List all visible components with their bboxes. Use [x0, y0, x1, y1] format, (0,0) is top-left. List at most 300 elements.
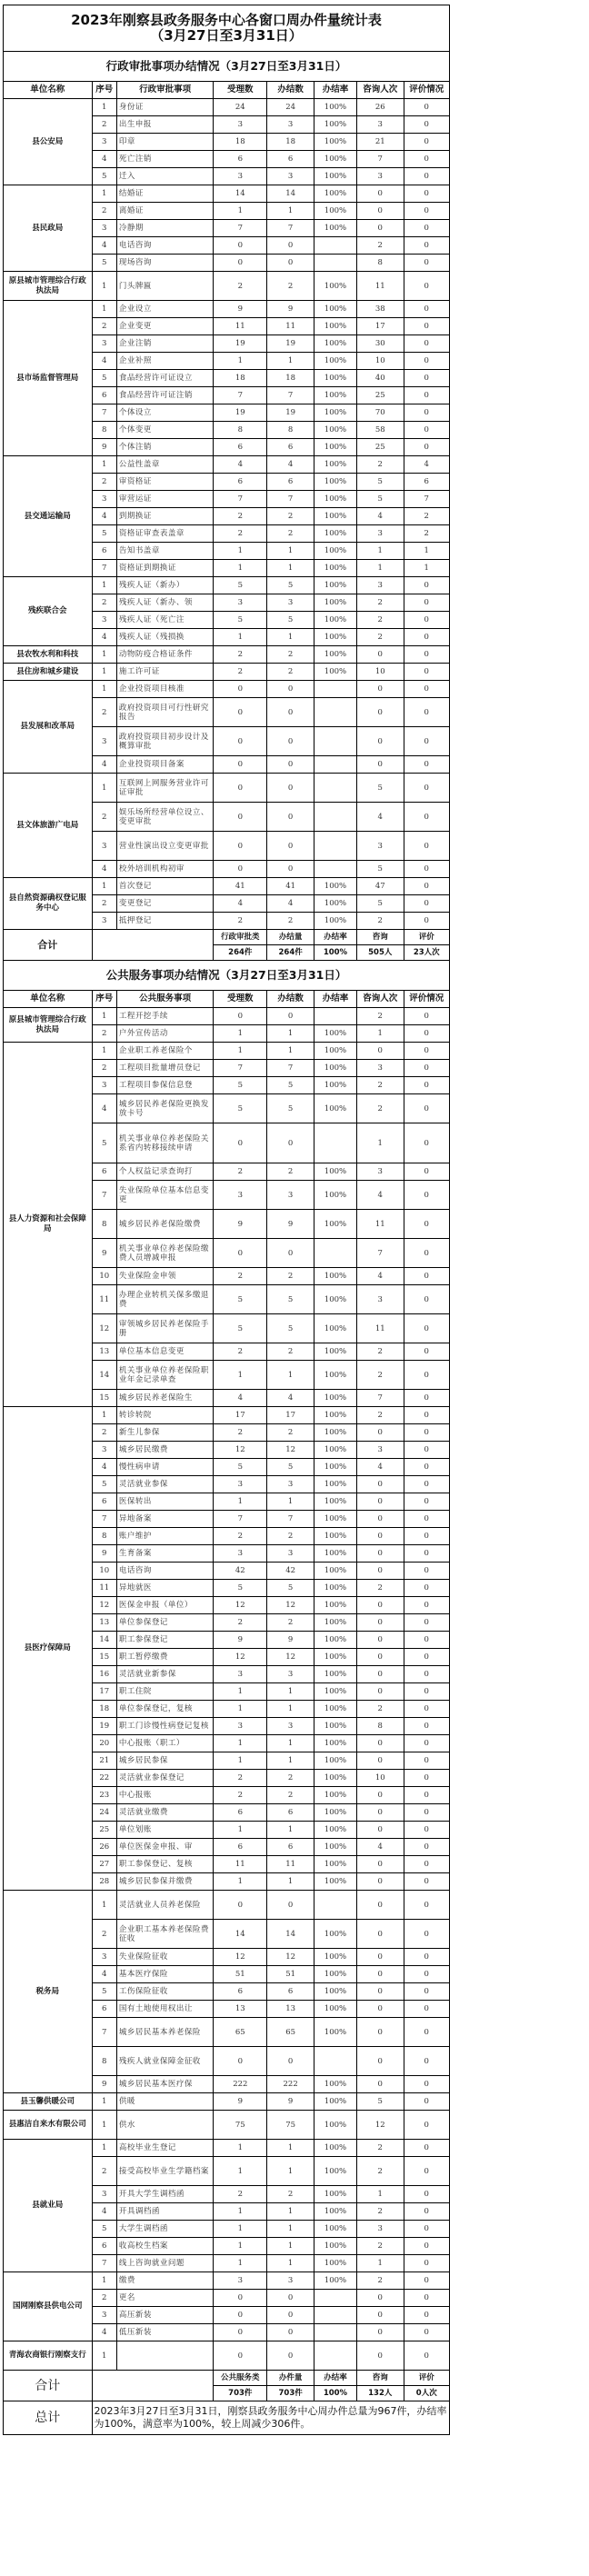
row-number: 1 — [92, 1043, 116, 1060]
accepted-count: 1 — [214, 1043, 267, 1060]
accepted-count: 1 — [214, 203, 267, 220]
row-number: 7 — [92, 560, 116, 577]
consultation-count: 4 — [357, 803, 404, 832]
completion-rate: 100% — [314, 2221, 356, 2238]
completed-count: 1 — [267, 629, 314, 646]
row-number: 8 — [92, 1210, 116, 1239]
consultation-count: 5 — [357, 491, 404, 508]
item-name: 印章 — [116, 134, 213, 151]
row-number: 11 — [92, 1285, 116, 1314]
consultation-count: 11 — [357, 1314, 404, 1343]
completed-count: 6 — [267, 439, 314, 456]
consultation-count: 2 — [357, 594, 404, 612]
completed-count: 3 — [267, 1666, 314, 1683]
evaluation-count: 0 — [404, 1210, 449, 1239]
item-name: 抵押登记 — [116, 913, 213, 930]
completed-count: 0 — [267, 727, 314, 756]
accepted-count: 2 — [214, 1614, 267, 1632]
item-name: 残疾人证（新办） — [116, 577, 213, 594]
row-number: 1 — [92, 1891, 116, 1920]
row-number: 4 — [92, 629, 116, 646]
summary-value: 0人次 — [404, 2386, 449, 2401]
unit-name: 原县城市管理综合行政执法局 — [4, 272, 93, 301]
completed-count: 19 — [267, 404, 314, 422]
row-number: 4 — [92, 1459, 116, 1476]
completion-rate: 100% — [314, 1511, 356, 1528]
accepted-count: 0 — [214, 774, 267, 803]
accepted-count: 1 — [214, 1683, 267, 1701]
public-section-title: 公共服务事项办结情况（3月27日至3月31日） — [4, 961, 450, 991]
evaluation-count: 0 — [404, 1683, 449, 1701]
consultation-count: 5 — [357, 861, 404, 878]
completed-count: 5 — [267, 577, 314, 594]
summary-value: 703件 — [267, 2386, 314, 2401]
consultation-count: 0 — [357, 2076, 404, 2093]
completed-count: 0 — [267, 1123, 314, 1163]
summary-value: 132人 — [357, 2386, 404, 2401]
completed-count: 2 — [267, 525, 314, 543]
summary-label: 合计 — [4, 2371, 93, 2401]
completion-rate: 100% — [314, 168, 356, 185]
completed-count: 12 — [267, 1649, 314, 1666]
consultation-count: 25 — [357, 387, 404, 404]
item-name: 个体设立 — [116, 404, 213, 422]
item-name: 首次登记 — [116, 878, 213, 895]
evaluation-count: 0 — [404, 1528, 449, 1545]
evaluation-count: 0 — [404, 1580, 449, 1597]
completion-rate — [314, 2047, 356, 2076]
completion-rate: 100% — [314, 1528, 356, 1545]
completed-count: 3 — [267, 1545, 314, 1563]
accepted-count: 11 — [214, 318, 267, 335]
accepted-count: 12 — [214, 1649, 267, 1666]
completed-count: 0 — [267, 861, 314, 878]
accepted-count: 5 — [214, 1314, 267, 1343]
accepted-count: 51 — [214, 1966, 267, 1983]
completed-count: 5 — [267, 1077, 314, 1094]
item-name: 告知书盖章 — [116, 543, 213, 560]
table-row — [4, 272, 450, 301]
evaluation-count: 0 — [404, 1407, 449, 1424]
table-row — [4, 1008, 450, 1025]
evaluation-count: 0 — [404, 1891, 449, 1920]
accepted-count: 19 — [214, 404, 267, 422]
item-name — [116, 2341, 213, 2371]
accepted-count: 14 — [214, 185, 267, 203]
item-name: 电话咨询 — [116, 1563, 213, 1580]
accepted-count: 1 — [214, 1873, 267, 1891]
accepted-count: 5 — [214, 1285, 267, 1314]
evaluation-count: 0 — [404, 1268, 449, 1285]
completed-count: 1 — [267, 543, 314, 560]
consultation-count: 2 — [357, 2203, 404, 2221]
column-header: 行政审批事项 — [116, 82, 213, 99]
unit-name: 税务局 — [4, 1891, 93, 2093]
item-name: 职工门诊慢性病登记复核 — [116, 1718, 213, 1735]
item-name: 低压新装 — [116, 2324, 213, 2341]
item-name: 灵活就业人员养老保险 — [116, 1891, 213, 1920]
evaluation-count: 0 — [404, 1666, 449, 1683]
row-number: 1 — [92, 99, 116, 116]
accepted-count: 1 — [214, 2157, 267, 2186]
completion-rate: 100% — [314, 220, 356, 237]
completed-count: 2 — [267, 646, 314, 664]
completed-count: 2 — [267, 1770, 314, 1787]
consultation-count: 0 — [357, 2324, 404, 2341]
completion-rate: 100% — [314, 422, 356, 439]
consultation-count: 1 — [357, 543, 404, 560]
item-name: 娱乐场所经营单位设立、变更审批 — [116, 803, 213, 832]
row-number: 3 — [92, 2307, 116, 2324]
item-name: 城乡居民基本医疗保 — [116, 2076, 213, 2093]
completion-rate: 100% — [314, 2111, 356, 2140]
consultation-count: 5 — [357, 474, 404, 491]
completion-rate: 100% — [314, 878, 356, 895]
accepted-count: 1 — [214, 2238, 267, 2255]
evaluation-count: 0 — [404, 1649, 449, 1666]
completion-rate: 100% — [314, 335, 356, 353]
item-name: 单位基本信息变更 — [116, 1343, 213, 1361]
report-title-line1: 2023年刚察县政务服务中心各窗口周办件量统计表 — [71, 12, 382, 28]
completed-count: 51 — [267, 1966, 314, 1983]
column-header: 序号 — [92, 991, 116, 1008]
row-number: 8 — [92, 422, 116, 439]
completed-count: 0 — [267, 1891, 314, 1920]
completion-rate: 100% — [314, 525, 356, 543]
evaluation-count: 0 — [404, 2272, 449, 2290]
consultation-count: 10 — [357, 1770, 404, 1787]
item-name: 异地就医 — [116, 1580, 213, 1597]
evaluation-count: 0 — [404, 335, 449, 353]
summary-header: 办件量 — [267, 2371, 314, 2386]
accepted-count: 2 — [214, 1163, 267, 1181]
accepted-count: 2 — [214, 1343, 267, 1361]
column-header: 受理数 — [214, 82, 267, 99]
completion-rate: 100% — [314, 1966, 356, 1983]
row-number: 1 — [92, 2272, 116, 2290]
accepted-count: 0 — [214, 1123, 267, 1163]
consultation-count: 0 — [357, 1735, 404, 1752]
completed-count: 8 — [267, 422, 314, 439]
consultation-count: 0 — [357, 698, 404, 727]
item-name: 校外培训机构初审 — [116, 861, 213, 878]
completed-count: 1 — [267, 1735, 314, 1752]
completion-rate: 100% — [314, 1476, 356, 1493]
completed-count: 222 — [267, 2076, 314, 2093]
consultation-count: 11 — [357, 1210, 404, 1239]
item-name: 审资格证 — [116, 474, 213, 491]
completion-rate — [314, 803, 356, 832]
table-row — [4, 664, 450, 681]
completion-rate: 100% — [314, 1268, 356, 1285]
evaluation-count: 0 — [404, 404, 449, 422]
accepted-count: 41 — [214, 878, 267, 895]
consultation-count: 0 — [357, 1476, 404, 1493]
item-name: 企业补照 — [116, 353, 213, 370]
completion-rate: 100% — [314, 2140, 356, 2157]
item-name: 残疾人证（死亡注 — [116, 612, 213, 629]
completion-rate: 100% — [314, 370, 356, 387]
row-number: 26 — [92, 1839, 116, 1856]
row-number: 3 — [92, 612, 116, 629]
accepted-count: 0 — [214, 832, 267, 861]
completion-rate: 100% — [314, 1545, 356, 1563]
completion-rate: 100% — [314, 1043, 356, 1060]
row-number: 7 — [92, 2255, 116, 2272]
evaluation-count: 0 — [404, 237, 449, 255]
accepted-count: 3 — [214, 168, 267, 185]
row-number: 2 — [92, 318, 116, 335]
completed-count: 7 — [267, 1060, 314, 1077]
unit-name: 县交通运输局 — [4, 456, 93, 577]
row-number: 2 — [92, 698, 116, 727]
row-number: 1 — [92, 664, 116, 681]
completion-rate: 100% — [314, 1822, 356, 1839]
completion-rate: 100% — [314, 185, 356, 203]
consultation-count: 40 — [357, 370, 404, 387]
completion-rate: 100% — [314, 387, 356, 404]
item-name: 城乡居民养老保险缴费 — [116, 1210, 213, 1239]
evaluation-count: 1 — [404, 560, 449, 577]
evaluation-count: 0 — [404, 1873, 449, 1891]
accepted-count: 5 — [214, 1459, 267, 1476]
accepted-count: 1 — [214, 543, 267, 560]
item-name: 政府投资项目可行性研究报告 — [116, 698, 213, 727]
accepted-count: 7 — [214, 491, 267, 508]
row-number: 2 — [92, 803, 116, 832]
item-name: 企业变更 — [116, 318, 213, 335]
column-header: 序号 — [92, 82, 116, 99]
row-number: 3 — [92, 1077, 116, 1094]
row-number: 22 — [92, 1770, 116, 1787]
item-name: 互联网上网服务营业许可证审批 — [116, 774, 213, 803]
consultation-count: 2 — [357, 1701, 404, 1718]
unit-name: 县公安局 — [4, 99, 93, 185]
item-name: 冷静期 — [116, 220, 213, 237]
row-number: 3 — [92, 1949, 116, 1966]
item-name: 结婚证 — [116, 185, 213, 203]
completed-count: 41 — [267, 878, 314, 895]
row-number: 20 — [92, 1735, 116, 1752]
accepted-count: 1 — [214, 1025, 267, 1043]
evaluation-count: 0 — [404, 2140, 449, 2157]
row-number: 3 — [92, 832, 116, 861]
consultation-count: 0 — [357, 1856, 404, 1873]
row-number: 8 — [92, 2047, 116, 2076]
evaluation-count: 0 — [404, 1239, 449, 1268]
consultation-count: 2 — [357, 612, 404, 629]
evaluation-count: 0 — [404, 1949, 449, 1966]
row-number: 4 — [92, 861, 116, 878]
consultation-count: 3 — [357, 525, 404, 543]
accepted-count: 13 — [214, 2001, 267, 2018]
completion-rate — [314, 2341, 356, 2371]
evaluation-count: 0 — [404, 1043, 449, 1060]
completion-rate: 100% — [314, 1770, 356, 1787]
unit-name: 县文体旅游广电局 — [4, 774, 93, 878]
completed-count: 65 — [267, 2018, 314, 2047]
evaluation-count: 0 — [404, 1966, 449, 1983]
completion-rate: 100% — [314, 1804, 356, 1822]
accepted-count: 5 — [214, 577, 267, 594]
row-number: 1 — [92, 185, 116, 203]
completion-rate: 100% — [314, 1407, 356, 1424]
column-header: 单位名称 — [4, 82, 93, 99]
completed-count: 1 — [267, 1683, 314, 1701]
column-header: 单位名称 — [4, 991, 93, 1008]
evaluation-count: 0 — [404, 664, 449, 681]
summary-header: 办结率 — [314, 930, 356, 945]
completed-count: 0 — [267, 237, 314, 255]
evaluation-count: 0 — [404, 832, 449, 861]
evaluation-count: 0 — [404, 1493, 449, 1511]
item-name: 单位参保登记 — [116, 1614, 213, 1632]
item-name: 大学生调档函 — [116, 2221, 213, 2238]
accepted-count: 2 — [214, 508, 267, 525]
evaluation-count: 0 — [404, 2307, 449, 2324]
accepted-count: 8 — [214, 422, 267, 439]
row-number: 1 — [92, 577, 116, 594]
completion-rate: 100% — [314, 99, 356, 116]
item-name: 机关事业单位养老保险关系省内转移接续申请 — [116, 1123, 213, 1163]
admin-summary-header-row — [4, 930, 450, 945]
summary-value: 23人次 — [404, 945, 449, 961]
completed-count: 0 — [267, 756, 314, 774]
accepted-count: 3 — [214, 1476, 267, 1493]
consultation-count: 3 — [357, 1163, 404, 1181]
unit-name: 青海农商银行刚察支行 — [4, 2341, 93, 2371]
evaluation-count: 0 — [404, 1545, 449, 1563]
completion-rate: 100% — [314, 1683, 356, 1701]
accepted-count: 1 — [214, 1822, 267, 1839]
summary-header: 公共服务类 — [214, 2371, 267, 2386]
completed-count: 9 — [267, 2093, 314, 2111]
item-name: 残疾人证（残损换 — [116, 629, 213, 646]
evaluation-count: 0 — [404, 1632, 449, 1649]
item-name: 收高校生档案 — [116, 2238, 213, 2255]
column-header: 咨询人次 — [357, 82, 404, 99]
completed-count: 17 — [267, 1407, 314, 1424]
unit-name: 县农牧水利和科技 — [4, 646, 93, 664]
row-number: 5 — [92, 1476, 116, 1493]
completion-rate — [314, 255, 356, 272]
row-number: 4 — [92, 2203, 116, 2221]
completion-rate: 100% — [314, 1163, 356, 1181]
accepted-count: 6 — [214, 151, 267, 168]
summary-header: 办结量 — [267, 930, 314, 945]
consultation-count: 2 — [357, 913, 404, 930]
evaluation-count: 0 — [404, 1701, 449, 1718]
item-name: 单位参保登记，复核 — [116, 1701, 213, 1718]
accepted-count: 1 — [214, 1701, 267, 1718]
item-name: 职工参保登记、复核 — [116, 1856, 213, 1873]
evaluation-count: 0 — [404, 913, 449, 930]
accepted-count: 3 — [214, 2272, 267, 2290]
evaluation-count: 0 — [404, 1008, 449, 1025]
row-number: 3 — [92, 1442, 116, 1459]
evaluation-count: 0 — [404, 2221, 449, 2238]
row-number: 5 — [92, 255, 116, 272]
completed-count: 1 — [267, 1822, 314, 1839]
item-name: 食品经营许可证设立 — [116, 370, 213, 387]
completed-count: 3 — [267, 1476, 314, 1493]
completion-rate: 100% — [314, 1285, 356, 1314]
consultation-count: 8 — [357, 1718, 404, 1735]
accepted-count: 2 — [214, 1787, 267, 1804]
item-name: 资格证审查表盖章 — [116, 525, 213, 543]
item-name: 失业保险征收 — [116, 1949, 213, 1966]
completed-count: 9 — [267, 1632, 314, 1649]
statistics-table — [3, 5, 450, 2435]
table-row — [4, 301, 450, 318]
admin-header-row — [4, 82, 450, 99]
evaluation-count: 7 — [404, 491, 449, 508]
consultation-count: 0 — [357, 1804, 404, 1822]
accepted-count: 5 — [214, 1094, 267, 1123]
accepted-count: 1 — [214, 1493, 267, 1511]
row-number: 3 — [92, 220, 116, 237]
table-row — [4, 1407, 450, 1424]
consultation-count: 0 — [357, 1597, 404, 1614]
row-number: 4 — [92, 1966, 116, 1983]
evaluation-count: 0 — [404, 727, 449, 756]
row-number: 5 — [92, 168, 116, 185]
evaluation-count: 0 — [404, 774, 449, 803]
evaluation-count: 1 — [404, 543, 449, 560]
completed-count: 5 — [267, 1580, 314, 1597]
completion-rate: 100% — [314, 1424, 356, 1442]
completed-count: 19 — [267, 335, 314, 353]
summary-header: 评价 — [404, 930, 449, 945]
completed-count: 5 — [267, 1094, 314, 1123]
completion-rate: 100% — [314, 1787, 356, 1804]
completed-count: 7 — [267, 220, 314, 237]
item-name: 办理企业转机关保多缴退费 — [116, 1285, 213, 1314]
accepted-count: 2 — [214, 913, 267, 930]
completion-rate: 100% — [314, 1649, 356, 1666]
item-name: 供暖 — [116, 2093, 213, 2111]
item-name: 企业投资项目核准 — [116, 681, 213, 698]
accepted-count: 0 — [214, 2341, 267, 2371]
consultation-count: 5 — [357, 895, 404, 913]
completion-rate: 100% — [314, 1873, 356, 1891]
report-title — [4, 5, 450, 52]
evaluation-count: 0 — [404, 439, 449, 456]
completion-rate: 100% — [314, 646, 356, 664]
row-number: 19 — [92, 1718, 116, 1735]
row-number: 3 — [92, 2186, 116, 2203]
row-number: 9 — [92, 2076, 116, 2093]
completion-rate: 100% — [314, 2272, 356, 2290]
summary-value: 703件 — [214, 2386, 267, 2401]
item-name: 转诊转院 — [116, 1407, 213, 1424]
accepted-count: 2 — [214, 1770, 267, 1787]
consultation-count: 8 — [357, 255, 404, 272]
completed-count: 12 — [267, 1949, 314, 1966]
evaluation-count: 0 — [404, 2255, 449, 2272]
evaluation-count: 0 — [404, 387, 449, 404]
accepted-count: 4 — [214, 456, 267, 474]
consultation-count: 0 — [357, 1949, 404, 1966]
table-row — [4, 1043, 450, 1060]
row-number: 5 — [92, 1123, 116, 1163]
evaluation-count: 0 — [404, 1983, 449, 2001]
consultation-count: 4 — [357, 1181, 404, 1210]
evaluation-count: 0 — [404, 646, 449, 664]
row-number: 1 — [92, 2093, 116, 2111]
row-number: 1 — [92, 774, 116, 803]
completion-rate: 100% — [314, 1181, 356, 1210]
